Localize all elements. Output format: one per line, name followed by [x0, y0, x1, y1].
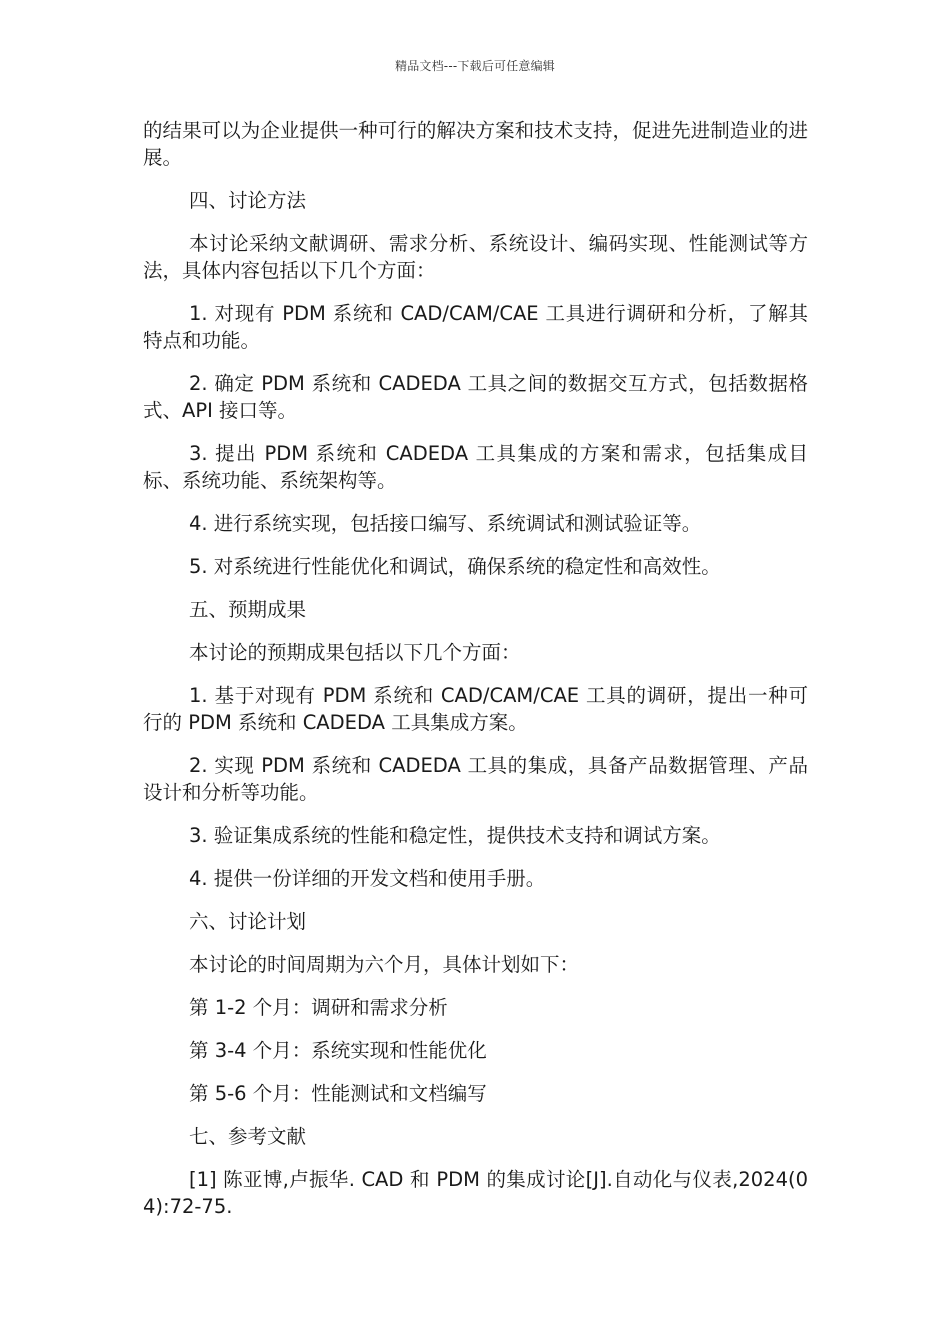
method-item-3: 3. 提出 PDM 系统和 CADEDA 工具集成的方案和需求，包括集成目标、系统功能、系统架构等。: [143, 442, 808, 492]
outcome-item-1: 1. 基于对现有 PDM 系统和 CAD/CAM/CAE 工具的调研，提出一种可行的 PDM 系统和 CADEDA 工具集成方案。: [143, 684, 808, 734]
method-item-2: 2. 确定 PDM 系统和 CADEDA 工具之间的数据交互方式，包括数据格式、API 接口等。: [143, 372, 808, 422]
plan-item-months-1-2: 第 1-2 个月：调研和需求分析: [189, 996, 448, 1019]
method-item-1: 1. 对现有 PDM 系统和 CAD/CAM/CAE 工具进行调研和分析，了解其特点和功能。: [143, 302, 808, 352]
outcome-item-3: 3. 验证集成系统的性能和稳定性，提供技术支持和调试方案。: [189, 824, 721, 847]
paragraph-methods-intro: 本讨论采纳文献调研、需求分析、系统设计、编码实现、性能测试等方法，具体内容包括以下几个方面：: [143, 232, 808, 282]
document-body: [143, 117, 808, 1236]
method-item-5: 5. 对系统进行性能优化和调试，确保系统的稳定性和高效性。: [189, 555, 721, 578]
paragraph-outcomes-intro: 本讨论的预期成果包括以下几个方面：: [189, 641, 521, 664]
outcome-item-2: 2. 实现 PDM 系统和 CADEDA 工具的集成，具备产品数据管理、产品设计和分析等功能。: [143, 754, 808, 804]
page-header-watermark: 精品文档---下载后可任意编辑: [395, 59, 555, 73]
plan-item-months-5-6: 第 5-6 个月：性能测试和文档编写: [189, 1082, 487, 1105]
section-heading-references: 七、参考文献: [189, 1125, 307, 1148]
section-heading-outcomes: 五、预期成果: [189, 598, 307, 621]
method-item-4: 4. 进行系统实现，包括接口编写、系统调试和测试验证等。: [189, 512, 702, 535]
paragraph-plan-intro: 本讨论的时间周期为六个月，具体计划如下：: [189, 953, 580, 976]
outcome-item-4: 4. 提供一份详细的开发文档和使用手册。: [189, 867, 546, 890]
paragraph-intro-continuation: 的结果可以为企业提供一种可行的解决方案和技术支持，促进先进制造业的进展。: [143, 119, 808, 169]
section-heading-methods: 四、讨论方法: [189, 189, 307, 212]
reference-item-1: [1] 陈亚博,卢振华. CAD 和 PDM 的集成讨论[J].自动化与仪表,2024(04):72-75.: [143, 1168, 808, 1218]
plan-item-months-3-4: 第 3-4 个月：系统实现和性能优化: [189, 1039, 487, 1062]
section-heading-plan: 六、讨论计划: [189, 910, 307, 933]
